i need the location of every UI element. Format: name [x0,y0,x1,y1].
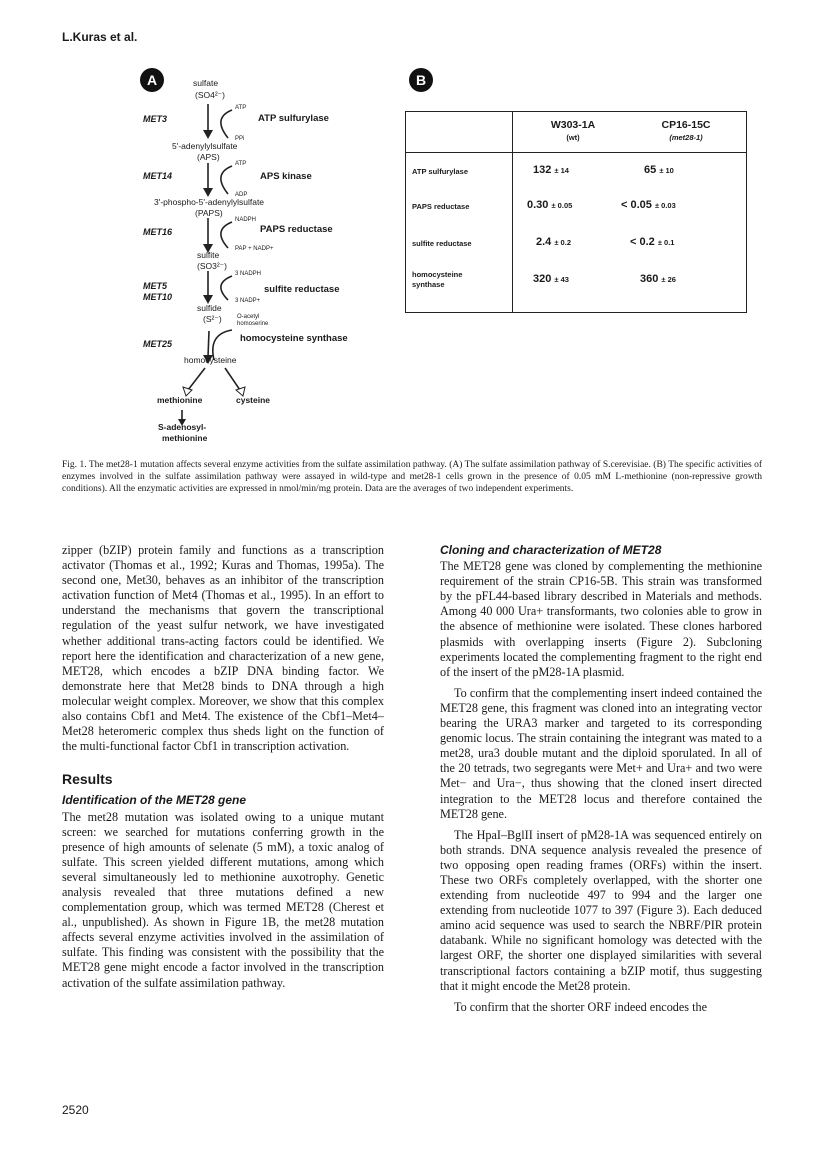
value-mutant-homocysteine-synthase: 360 [640,273,659,285]
cell-wt-paps-reductase [527,199,572,211]
row-label-homocysteine: homocysteine [412,270,463,279]
sulfite-ion-label: (SO3²⁻) [197,261,227,271]
table-header-divider [406,152,746,153]
gene-met25: MET25 [143,339,173,349]
value-wt-sulfite-reductase: 2.4 [536,236,552,248]
cofactor-nadph: NADPH [235,217,257,223]
enzyme-homocysteine-synthase: homocysteine synthase [240,333,348,344]
identification-paragraph: The met28 mutation was isolated owing to a unique mutant screen: we searched for mutations conferring growth in the presence of high amounts of selenate (5 mM), a toxic analog of sulfate. This screen yielded different mutations, among which several simultaneously led to methionine auxotrophy. Genetic analysis revealed that three mutations defined a new complementation group, which was termed MET28 (Cherest et al., unpublished). As shown in Figure 1B, the met28 mutation affects several enzyme activities involved in the assimilation of sulfate. This finding was consistent with the possibility that the MET28 gene might encode a factor involved in the transcription activation of the sulfate assimilation pathway. [62,809,384,990]
paps-label: 3'-phospho-5'-adenylylsulfate [154,197,265,207]
enzyme-atp-sulfurylase: ATP sulfurylase [258,113,329,124]
sulfate-ion-label: (SO4²⁻) [195,90,225,100]
page-number: 2520 [62,1103,89,1117]
aps-abbr-label: (APS) [197,152,220,162]
sulfide-label: sulfide [197,303,222,313]
cofactor-adp: ADP [235,192,248,198]
value-wt-homocysteine-synthase: 320 [533,273,552,285]
aps-label: 5'-adenylylsulfate [172,141,238,151]
cofactor-homoserine: homoserine [237,321,269,327]
s-adenosyl-methionine-label: methionine [162,433,208,443]
column-header-wt-name: W303-1A [550,119,596,131]
cloning-paragraph-1: The MET28 gene was cloned by complementing the methionine requirement of the strain CP16-5B. This strain was transformed by the pFL44-based library described in Materials and methods. Among 40 000 Ura+ transformants, two colonies able to grow in the absence of methionine were isolated. These clones harbored plasmids with overlapping inserts (Figure 2). Subcloning experiments located the complementing fragment to the right end of the insert of the pM28-1A plasmid. [440,559,762,679]
column-header-mutant [628,119,744,142]
cofactor-ppi: PPi [235,136,245,142]
cofactor-3-nadp: 3 NADP+ [235,298,261,304]
error-wt-sulfite-reductase: ± 0.2 [554,238,571,247]
sulfide-ion-label: (S²⁻) [203,314,222,324]
identification-subheading: Identification of the MET28 gene [62,793,247,808]
row-label-atp-sulfurylase: ATP sulfurylase [412,167,468,176]
column-header-wt [518,119,628,142]
cell-mutant-atp-sulfurylase [644,164,674,176]
cofactor-3-nadph: 3 NADPH [235,271,262,277]
gene-met10: MET10 [143,292,173,302]
gene-met5: MET5 [143,281,168,291]
cofactor-atp-1: ATP [235,105,247,111]
methionine-label: methionine [157,395,203,405]
right-column [440,543,762,1015]
error-mutant-paps-reductase: ± 0.03 [654,201,676,210]
running-header: L.Kuras et al. [62,30,138,44]
enzyme-paps-reductase: PAPS reductase [260,224,333,235]
cloning-paragraph-2: To confirm that the complementing insert indeed contained the MET28 gene, this fragment was cloned into an integrating vector bearing the URA3 marker and targeted to its corresponding genomic locus. The strain containing the integrant was mated to a met28, ura3 double mutant and the diploid sporulated. In all of the 20 tetrads, two segregants were Met+ and Ura+ and two were Met− and Ura−, thus showing that the cloned insert directed integration to the MET28 locus and therefore contained the MET28 gene. [440,685,762,821]
sulfate-label: sulfate [193,78,219,88]
cell-mutant-paps-reductase [621,199,676,211]
value-wt-atp-sulfurylase: 132 [533,164,552,176]
panel-b-label: B [409,68,433,92]
enzyme-aps-kinase: APS kinase [260,171,312,182]
cell-wt-atp-sulfurylase [533,164,569,176]
value-mutant-paps-reductase: < 0.05 [621,199,652,211]
results-heading: Results [62,771,113,788]
column-header-mutant-name: CP16-15C [661,119,711,131]
table-vertical-divider [512,112,513,312]
homocysteine-label: homocysteine [184,355,237,365]
gene-met16: MET16 [143,227,173,237]
cloning-subheading: Cloning and characterization of MET28 [440,543,662,557]
error-wt-homocysteine-synthase: ± 43 [554,275,569,284]
row-label-homocysteine-synthase [412,270,462,290]
panel-a-label: A [140,68,164,92]
cofactor-o-acetyl: O-acetyl [237,314,260,320]
enzyme-sulfite-reductase: sulfite reductase [264,284,340,295]
enzyme-activity-table [405,111,747,313]
gene-met14: MET14 [143,171,173,181]
sulfite-label: sulfite [197,250,220,260]
gene-met3: MET3 [143,114,168,124]
value-mutant-sulfite-reductase: < 0.2 [630,236,655,248]
column-header-wt-sub: (wt) [566,133,580,142]
figure-caption: Fig. 1. The met28-1 mutation affects several enzyme activities from the sulfate assimilation pathway. (A) The sulfate assimilation pathway of S.cerevisiae. (B) The specific activities of enzymes involved in the sulfate assimilation pathway were assayed in wild-type and met28-1 cells grown in the presence of 0.05 mM L-methionine (non-repressive growth conditions). All the enzymatic activities are expressed in nmol/min/mg protein. Data are the averages of two independent experiments. [62,460,762,494]
s-adenosyl-label: S-adenosyl- [158,422,207,432]
error-mutant-homocysteine-synthase: ± 26 [661,275,676,284]
paps-abbr-label: (PAPS) [195,208,223,218]
value-wt-paps-reductase: 0.30 [527,199,549,211]
cysteine-label: cysteine [236,395,271,405]
error-mutant-atp-sulfurylase: ± 10 [659,166,674,175]
intro-paragraph: zipper (bZIP) protein family and functions as a transcription activator (Thomas et al., 1992; Kuras and Thomas, 1995a). The second one, Met30, behaves as an inhibitor of the transcription activation function of Met4 (Thomas et al., 1995). In an effort to understand the mechanisms that govern the transcriptional regulation of the yeast sulfur network, we have investigated whether additional trans-acting factors could be identified. We report here the identification and characterization of a new gene, MET28, which encodes a bZIP DNA binding factor. We demonstrate here that Met28 binds to DNA through a high molecular weight complex. Moreover, we show that this complex also contains Cbf1 and Met4. The existence of the Cbf1–Met4–Met28 heteromeric complex thus sheds light on the function of the multi-functional factor Cbf1 in transcription activation. [62,543,384,754]
row-label-sulfite-reductase: sulfite reductase [412,239,472,248]
column-header-mutant-sub: (met28-1) [669,133,703,142]
left-column [62,543,384,991]
cell-wt-homocysteine-synthase [533,273,569,285]
row-label-paps-reductase: PAPS reductase [412,202,470,211]
cloning-paragraph-3: The HpaI–BglII insert of pM28-1A was sequenced entirely on both strands. DNA sequence analysis revealed the presence of two opposing open reading frames (ORFs) within the insert. These two ORFs completely overlapped, with the shorter one extending from nucleotide 497 to 994 and the larger one extending from nucleotide 1077 to 397 (Figure 3). Each deduced amino acid sequence was used to search the NBRF/PIR protein databank. While no significant homology was detected with the largest ORF, the shorter one displayed similarities with several transcriptional factors containing a bZIP motif, thus suggesting that it might encode the Met28 protein. [440,827,762,993]
error-mutant-sulfite-reductase: ± 0.1 [657,238,675,247]
cell-mutant-sulfite-reductase [630,236,674,248]
error-wt-paps-reductase: ± 0.05 [551,201,573,210]
cell-mutant-homocysteine-synthase [640,273,676,285]
row-label-synthase: synthase [412,280,445,289]
cell-wt-sulfite-reductase [536,236,571,248]
error-wt-atp-sulfurylase: ± 14 [554,166,569,175]
value-mutant-atp-sulfurylase: 65 [644,164,657,176]
cofactor-atp-2: ATP [235,161,247,167]
cofactor-pap-nadp: PAP + NADP+ [235,246,274,252]
cloning-paragraph-4: To confirm that the shorter ORF indeed encodes the [454,999,707,1014]
